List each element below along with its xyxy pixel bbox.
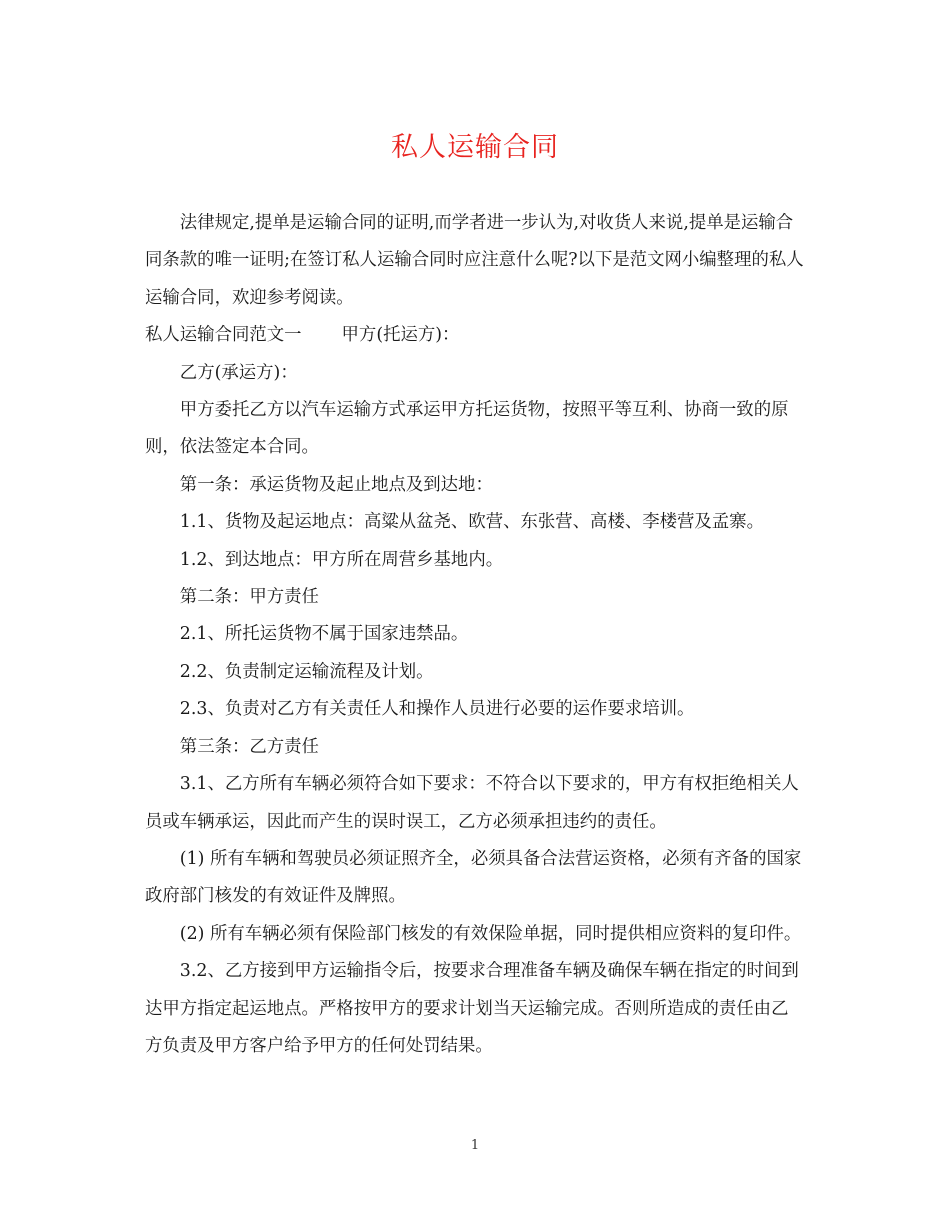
sample-heading: 私人运输合同范文一 (145, 325, 302, 346)
clause-2-1: 2.1、所托运货物不属于国家违禁品。 (179, 624, 469, 645)
paragraph-sample-line (145, 317, 805, 354)
article-3-heading: 第三条：乙方责任 (179, 736, 319, 757)
party-a-label: 甲方(托运方)： (341, 325, 460, 346)
clause-3-2: 3.2、乙方接到甲方运输指令后，按要求合理准备车辆及确保车辆在指定的时间到达甲方指定起运地点。严格按甲方的要求计划当天运输完成。否则所造成的责任由乙方负责及甲方客户给予甲方的任何处罚结果。 (145, 961, 799, 1056)
article-2-heading: 第二条：甲方责任 (179, 587, 319, 608)
document-body (145, 205, 805, 1065)
clause-1-1: 1.1、货物及起运地点：高粱从盆尧、欧营、东张营、高楼、李楼营及孟寨。 (179, 512, 764, 533)
clause-2-2: 2.2、负责制定运输流程及计划。 (179, 661, 434, 682)
paragraph-intro: 法律规定,提单是运输合同的证明,而学者进一步认为,对收货人来说,提单是运输合同条款的唯一证明;在签订私人运输合同时应注意什么呢?以下是范文网小编整理的私人运输合同，欢迎参考阅读。 (145, 213, 804, 308)
page-number: 1 (470, 1138, 480, 1153)
party-b-label: 乙方(承运方)： (179, 362, 298, 383)
paragraph-preamble: 甲方委托乙方以汽车运输方式承运甲方托运货物，按照平等互利、协商一致的原则，依法签定本合同。 (145, 400, 789, 458)
article-1-heading: 第一条：承运货物及起止地点及到达地： (179, 474, 493, 495)
list-item-2: (2) 所有车辆必须有保险部门核发的有效保险单据，同时提供相应资料的复印件。 (179, 923, 802, 944)
clause-2-3: 2.3、负责对乙方有关责任人和操作人员进行必要的运作要求培训。 (179, 699, 695, 720)
clause-1-2: 1.2、到达地点：甲方所在周营乡基地内。 (179, 549, 504, 570)
list-item-1: (1) 所有车辆和驾驶员必须证照齐全，必须具备合法营运资格，必须有齐备的国家政府部门核发的有效证件及牌照。 (145, 848, 802, 907)
clause-3-1: 3.1、乙方所有车辆必须符合如下要求：不符合以下要求的，甲方有权拒绝相关人员或车辆承运，因此而产生的误时误工，乙方必须承担违约的责任。 (145, 774, 799, 832)
document-title: 私人运输合同 (391, 132, 559, 163)
